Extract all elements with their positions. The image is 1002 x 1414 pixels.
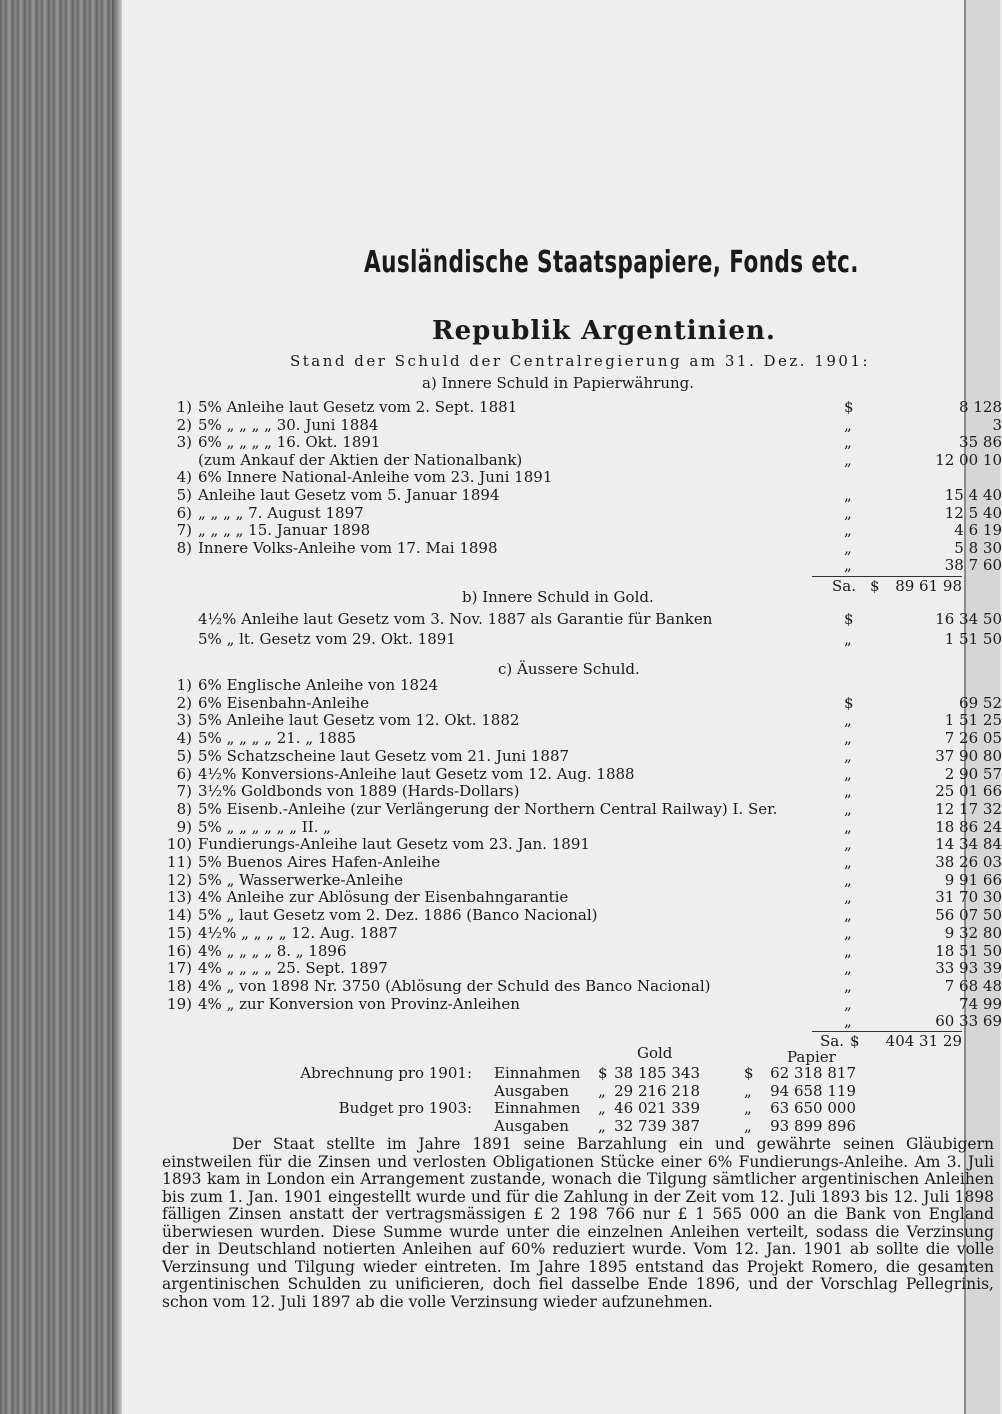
table-row — [162, 942, 1002, 960]
row-currency: „ — [844, 711, 852, 730]
table-row — [162, 835, 1002, 853]
budget-gold-value: 29 216 218 — [614, 1081, 700, 1100]
intro-line: Stand der Schuld der Centralregierung am 31. Dez. 1901: — [290, 352, 871, 370]
row-currency: „ — [844, 782, 852, 801]
row-description: 4% „ von 1898 Nr. 3750 (Ablösung der Schuld des Banco Nacional) — [198, 976, 711, 995]
table-row — [162, 959, 1002, 977]
row-number: 1) — [176, 398, 192, 416]
row-description: 5% „ lt. Gesetz vom 29. Okt. 1891 — [198, 630, 456, 648]
row-currency: „ — [844, 503, 852, 522]
row-description: Fundierungs-Anleihe laut Gesetz vom 23. Jan. 1891 — [198, 835, 590, 854]
section-c-heading: c) Äussere Schuld. — [498, 660, 640, 678]
row-currency: „ — [844, 853, 852, 871]
row-currency: „ — [844, 906, 852, 925]
row-description: 5% „ „ „ „ „ „ II. „ — [198, 817, 331, 836]
row-currency: „ — [844, 959, 852, 978]
row-number: 5) — [176, 746, 192, 765]
section-b-heading: b) Innere Schuld in Gold. — [462, 588, 654, 606]
table-row — [162, 765, 1002, 783]
row-number: 9) — [176, 817, 192, 836]
budget-row-kind: Einnahmen — [494, 1064, 581, 1082]
sum-amount-c: 404 31 29 — [885, 1032, 962, 1050]
row-description: 5% „ „ „ „ 30. Juni 1884 — [198, 415, 379, 434]
row-currency: „ — [844, 994, 852, 1013]
row-amount: 12 00 10 — [935, 450, 1002, 469]
paragraph-text: Der Staat stellte im Jahre 1891 seine Barzahlung ein und gewährte seinen Gläubigern einstweilen für die Zinsen und verlosten Obligationen Stücke einer 6% Fundierungs-Anleihe. Am 3. Juli 1893 kam in London ein Arrangement zustande, wonach die Tilgung sämtlicher argentinischen Anleihen bis zum 1. Jan. 1901 eingestellt wurde und für die Zahlung in der Zeit vom 12. Juli 1893 bis 12. Juli 1898 fälligen Zinsen anstatt der vertragsmässigen £ 2 198 766 nur £ 1 565 000 an die Bank von England überwiesen wurden. Diese Summe wurde unter die einzelnen Anleihen verteilt, sodass die Verzinsung der in Deutschland notierten Anleihen auf 60% reduziert wurde. Vom 12. Jan. 1901 ab sollte die volle Verzinsung und Tilgung wieder eintreten. Im Jahre 1895 entstand das Projekt Romero, die gesamten argentinischen Schulden zu unificieren, doch fiel dasselbe Ende 1896, und der Vorschlag Pellegrinis, schon vom 12. Juli 1897 ab die volle Verzinsung wieder aufzunehmen. — [162, 1135, 994, 1311]
table-row — [162, 504, 1002, 522]
row-amount: 4 6 19 — [954, 521, 1002, 540]
row-description: 6% Innere National-Anleihe vom 23. Juni 1891 — [198, 468, 553, 487]
sum-label-c: Sa. — [820, 1032, 844, 1050]
row-description: 5% Anleihe laut Gesetz vom 2. Sept. 1881 — [198, 398, 518, 416]
table-row — [162, 924, 1002, 942]
table-row — [162, 977, 1002, 995]
row-description: „ „ „ „ 15. Januar 1898 — [198, 521, 371, 540]
row-description: 6% Eisenbahn-Anleihe — [198, 693, 369, 712]
row-description: 4% Anleihe zur Ablösung der Eisenbahngarantie — [198, 888, 569, 907]
row-number: 5) — [176, 486, 192, 504]
row-number: 6) — [176, 503, 192, 522]
sum-currency-c: $ — [850, 1032, 860, 1050]
budget-papier-currency: „ — [744, 1116, 752, 1135]
budget-row-label: Budget pro 1903: — [338, 1099, 472, 1117]
row-description: 4% „ „ „ „ 25. Sept. 1897 — [198, 959, 388, 978]
budget-header-gold: Gold — [637, 1044, 673, 1062]
row-number: 4) — [176, 729, 192, 748]
budget-row — [122, 1117, 962, 1135]
row-number: 18) — [167, 976, 192, 995]
table-row — [162, 906, 1002, 924]
row-description: (zum Ankauf der Aktien der Nationalbank) — [198, 450, 523, 469]
row-amount: 38 7 60 — [944, 556, 1002, 575]
table-row — [162, 539, 1002, 557]
table-row — [162, 521, 1002, 539]
row-description: 4½% „ „ „ „ 12. Aug. 1887 — [198, 923, 398, 942]
row-description: 4½% Anleihe laut Gesetz vom 3. Nov. 1887 als Garantie für Banken — [198, 610, 713, 628]
row-number: 2) — [176, 693, 192, 712]
table-row — [162, 853, 1002, 871]
row-currency: „ — [844, 976, 852, 995]
row-amount: 35 86 — [959, 433, 1002, 452]
row-currency: „ — [844, 746, 852, 765]
row-currency: „ — [844, 764, 852, 783]
row-number: 19) — [167, 994, 192, 1013]
row-description: 4% „ „ „ „ 8. „ 1896 — [198, 941, 347, 960]
row-number: 10) — [167, 835, 192, 854]
row-currency: „ — [844, 835, 852, 854]
budget-papier-value: 62 318 817 — [770, 1064, 856, 1082]
row-amount: 3 — [992, 415, 1002, 434]
sum-label-a: Sa. — [832, 577, 856, 595]
row-currency: „ — [844, 630, 852, 648]
row-description: „ „ „ „ 7. August 1897 — [198, 503, 364, 522]
row-amount: 1 51 50 — [944, 630, 1002, 648]
table-row — [162, 800, 1002, 818]
row-number: 4) — [176, 468, 192, 487]
row-description: 4% „ zur Konversion von Provinz-Anleihen — [198, 994, 520, 1013]
table-row — [162, 818, 1002, 836]
budget-gold-value: 46 021 339 — [614, 1099, 700, 1117]
row-amount: 60 33 69 — [935, 1012, 1002, 1031]
row-amount: 74 99 — [959, 994, 1002, 1013]
row-currency: $ — [844, 693, 854, 712]
budget-gold-currency: „ — [598, 1099, 606, 1117]
row-currency: „ — [844, 923, 852, 942]
row-amount: 7 26 05 — [944, 729, 1002, 748]
row-number: 1) — [176, 676, 192, 694]
table-row — [162, 451, 1002, 469]
budget-row — [122, 1099, 962, 1117]
row-description: 6% Englische Anleihe von 1824 — [198, 676, 439, 694]
row-currency: „ — [844, 729, 852, 748]
document-page — [122, 0, 1002, 1414]
row-description: Anleihe laut Gesetz vom 5. Januar 1894 — [198, 486, 500, 504]
explanatory-paragraph — [162, 1136, 994, 1311]
row-description: 5% „ Wasserwerke-Anleihe — [198, 870, 404, 889]
budget-gold-value: 38 185 343 — [614, 1064, 700, 1082]
row-number: 11) — [167, 853, 192, 871]
row-currency: „ — [844, 433, 852, 452]
table-row — [162, 630, 1002, 648]
row-number: 2) — [176, 415, 192, 434]
budget-row-label: Abrechnung pro 1901: — [300, 1064, 472, 1082]
row-amount: 9 91 66 — [944, 870, 1002, 889]
row-number: 3) — [176, 433, 192, 452]
row-currency: „ — [844, 556, 852, 575]
row-number: 7) — [176, 782, 192, 801]
row-amount: 12 17 32 — [935, 799, 1002, 818]
row-number: 12) — [167, 870, 192, 889]
budget-gold-currency: „ — [598, 1081, 606, 1100]
budget-gold-value: 32 739 387 — [614, 1116, 700, 1135]
table-row — [162, 747, 1002, 765]
section-a-heading: a) Innere Schuld in Papierwährung. — [422, 374, 695, 392]
budget-row-kind: Einnahmen — [494, 1099, 581, 1117]
row-description: 4½% Konversions-Anleihe laut Gesetz vom 12. Aug. 1888 — [198, 764, 635, 783]
table-row — [162, 556, 1002, 574]
table-row — [162, 729, 1002, 747]
budget-papier-value: 94 658 119 — [770, 1081, 856, 1100]
row-amount: 18 86 24 — [935, 817, 1002, 836]
budget-row-kind: Ausgaben — [494, 1116, 569, 1135]
table-row — [162, 486, 1002, 504]
row-currency: „ — [844, 538, 852, 557]
table-row — [162, 610, 1002, 628]
row-amount: 1 51 25 — [944, 711, 1002, 730]
table-row — [162, 782, 1002, 800]
row-amount: 37 90 80 — [935, 746, 1002, 765]
row-description: 5% Schatzscheine laut Gesetz vom 21. Juni 1887 — [198, 746, 570, 765]
row-number: 14) — [167, 906, 192, 925]
section-subtitle: Republik Argentinien. — [432, 316, 776, 346]
row-amount: 2 90 57 — [944, 764, 1002, 783]
row-description: 5% Anleihe laut Gesetz vom 12. Okt. 1882 — [198, 711, 520, 730]
row-currency: „ — [844, 888, 852, 907]
row-number: 15) — [167, 923, 192, 942]
row-amount: 16 34 50 — [935, 610, 1002, 628]
table-row — [162, 871, 1002, 889]
row-amount: 7 68 48 — [944, 976, 1002, 995]
row-description: 5% Eisenb.-Anleihe (zur Verlängerung der Northern Central Railway) I. Ser. — [198, 799, 778, 818]
row-currency: „ — [844, 486, 852, 504]
row-description: 6% „ „ „ „ 16. Okt. 1891 — [198, 433, 381, 452]
table-row — [162, 416, 1002, 434]
row-currency: „ — [844, 870, 852, 889]
row-currency: „ — [844, 450, 852, 469]
table-row — [162, 676, 1002, 694]
budget-gold-currency: „ — [598, 1116, 606, 1135]
row-currency: „ — [844, 521, 852, 540]
row-currency: „ — [844, 1012, 852, 1031]
budget-papier-currency: „ — [744, 1081, 752, 1100]
row-amount: 18 51 50 — [935, 941, 1002, 960]
budget-papier-value: 63 650 000 — [770, 1099, 856, 1117]
page-title: Ausländische Staatspapiere, Fonds etc. — [364, 245, 859, 280]
sum-amount-a: 89 61 98 — [895, 577, 962, 595]
row-currency: „ — [844, 817, 852, 836]
budget-gold-currency: $ — [598, 1064, 608, 1082]
row-amount: 69 52 — [959, 693, 1002, 712]
budget-papier-value: 93 899 896 — [770, 1116, 856, 1135]
table-row — [162, 888, 1002, 906]
table-row — [162, 694, 1002, 712]
row-number: 7) — [176, 521, 192, 540]
row-description: 5% „ „ „ „ 21. „ 1885 — [198, 729, 357, 748]
row-amount: 33 93 39 — [935, 959, 1002, 978]
row-number: 8) — [176, 538, 192, 557]
row-currency: „ — [844, 799, 852, 818]
table-row — [162, 995, 1002, 1013]
binding-edge — [112, 0, 122, 1414]
table-row — [162, 468, 1002, 486]
row-amount: 14 34 84 — [935, 835, 1002, 854]
budget-row — [122, 1064, 962, 1082]
row-description: 5% „ laut Gesetz vom 2. Dez. 1886 (Banco Nacional) — [198, 906, 598, 925]
row-amount: 25 01 66 — [935, 782, 1002, 801]
row-amount: 56 07 50 — [935, 906, 1002, 925]
row-amount: 5 8 30 — [954, 538, 1002, 557]
table-row — [162, 398, 1002, 416]
row-number: 13) — [167, 888, 192, 907]
row-amount: 38 26 03 — [935, 853, 1002, 871]
row-description: Innere Volks-Anleihe vom 17. Mai 1898 — [198, 538, 498, 557]
row-number: 8) — [176, 799, 192, 818]
budget-papier-currency: „ — [744, 1099, 752, 1117]
row-amount: 12 5 40 — [944, 503, 1002, 522]
sum-currency-a: $ — [870, 577, 880, 595]
book-binding — [0, 0, 118, 1414]
budget-row-kind: Ausgaben — [494, 1081, 569, 1100]
budget-papier-currency: $ — [744, 1064, 754, 1082]
row-amount: 8 128 — [959, 398, 1002, 416]
row-currency: „ — [844, 941, 852, 960]
row-number: 17) — [167, 959, 192, 978]
table-row — [162, 1012, 1002, 1030]
row-number: 3) — [176, 711, 192, 730]
row-description: 3½% Goldbonds von 1889 (Hards-Dollars) — [198, 782, 520, 801]
table-row — [162, 711, 1002, 729]
budget-row — [122, 1082, 962, 1100]
row-amount: 9 32 80 — [944, 923, 1002, 942]
row-amount: 31 70 30 — [935, 888, 1002, 907]
row-number: 6) — [176, 764, 192, 783]
row-amount: 15 4 40 — [944, 486, 1002, 504]
row-currency: „ — [844, 415, 852, 434]
budget-header-papier: Papier — [787, 1048, 836, 1066]
row-currency: $ — [844, 610, 854, 628]
row-currency: $ — [844, 398, 854, 416]
row-number: 16) — [167, 941, 192, 960]
table-row — [162, 433, 1002, 451]
row-description: 5% Buenos Aires Hafen-Anleihe — [198, 853, 441, 871]
